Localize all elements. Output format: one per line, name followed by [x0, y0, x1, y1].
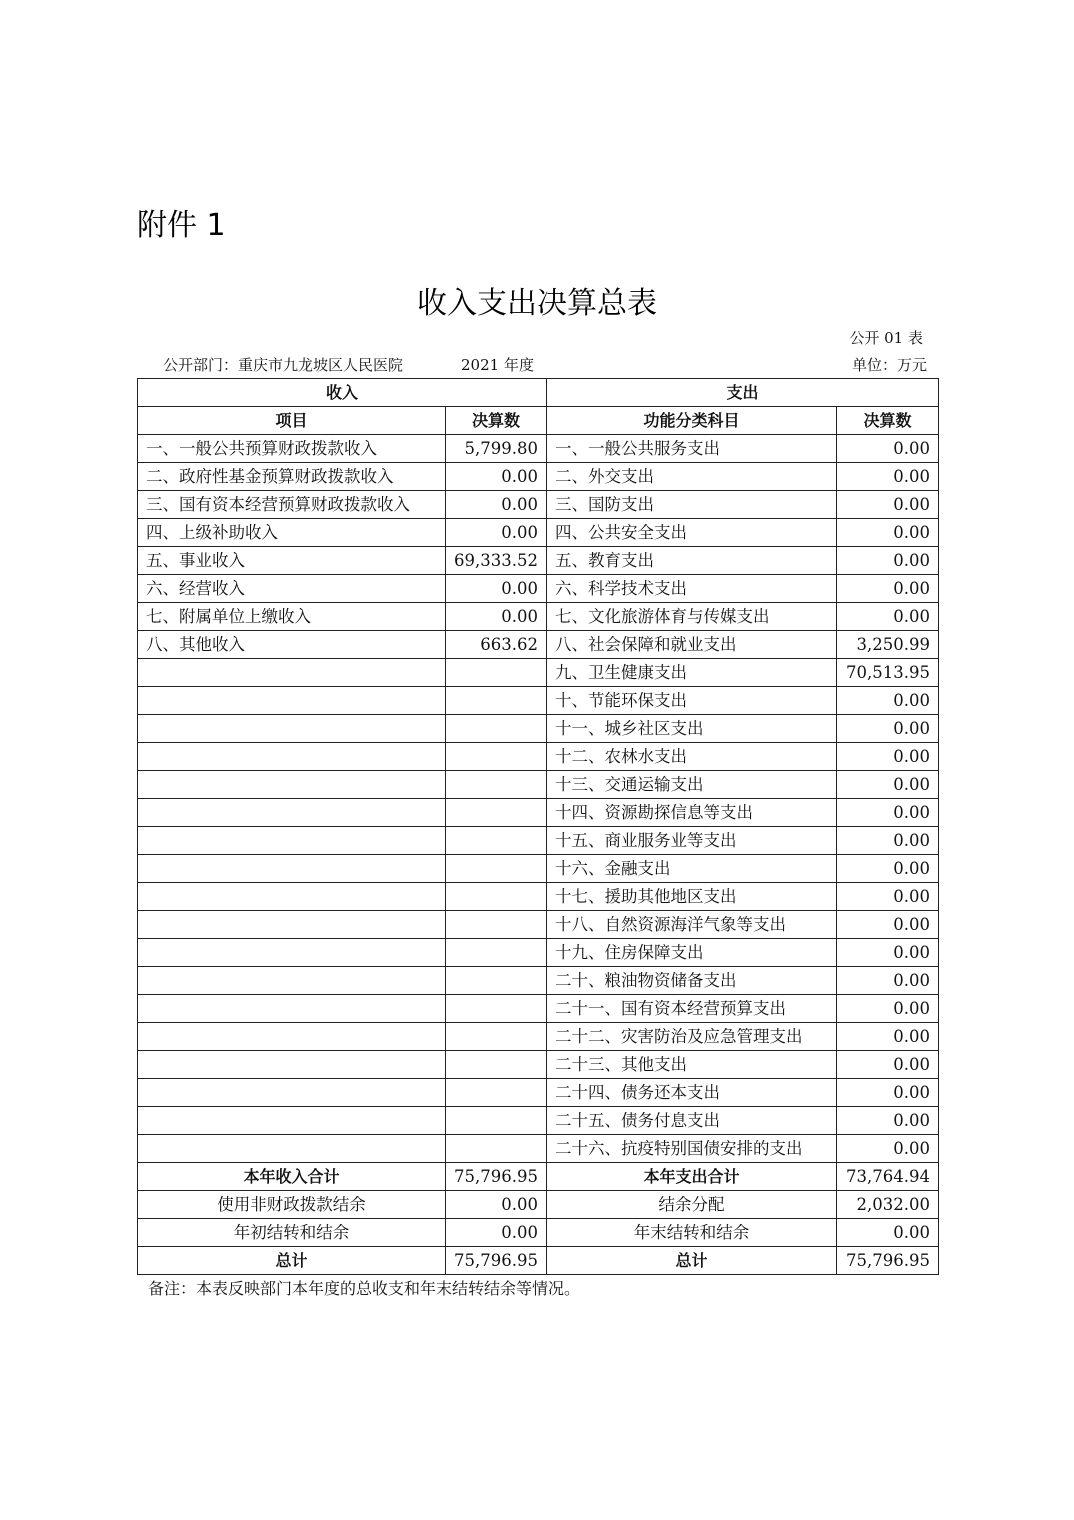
summary-income-label: 年初结转和结余 [138, 1219, 446, 1247]
expense-amount-cell: 0.00 [837, 491, 939, 519]
table-row [138, 603, 939, 631]
expense-item-cell: 九、卫生健康支出 [547, 659, 837, 687]
table-row [138, 743, 939, 771]
expense-amount-cell: 3,250.99 [837, 631, 939, 659]
table-row [138, 883, 939, 911]
expense-item-cell: 二十三、其他支出 [547, 1051, 837, 1079]
expense-amount-cell: 0.00 [837, 1051, 939, 1079]
income-item-cell: 八、其他收入 [138, 631, 446, 659]
expense-amount-cell: 0.00 [837, 1023, 939, 1051]
table-row [138, 631, 939, 659]
income-amount-cell [446, 715, 547, 743]
expense-item-cell: 六、科学技术支出 [547, 575, 837, 603]
expense-amount-cell: 0.00 [837, 575, 939, 603]
expense-amount-cell: 0.00 [837, 967, 939, 995]
income-item-cell [138, 967, 446, 995]
expense-item-cell: 二十四、债务还本支出 [547, 1079, 837, 1107]
income-item-cell: 四、上级补助收入 [138, 519, 446, 547]
income-amount-cell: 663.62 [446, 631, 547, 659]
income-amount-cell [446, 743, 547, 771]
expense-amount-cell: 0.00 [837, 1079, 939, 1107]
income-item-cell [138, 827, 446, 855]
expense-amount-cell: 0.00 [837, 463, 939, 491]
expense-item-cell: 十、节能环保支出 [547, 687, 837, 715]
footnote: 备注：本表反映部门本年度的总收支和年末结转结余等情况。 [148, 1279, 581, 1298]
income-item-cell [138, 1079, 446, 1107]
table-row [138, 1135, 939, 1163]
column-header-row [138, 407, 939, 435]
expense-amount-cell: 0.00 [837, 687, 939, 715]
income-amount-cell [446, 883, 547, 911]
expense-item-cell: 十五、商业服务业等支出 [547, 827, 837, 855]
expense-item-cell: 十四、资源勘探信息等支出 [547, 799, 837, 827]
income-amount-cell [446, 855, 547, 883]
form-code: 公开 01 表 [849, 329, 923, 347]
table-row [138, 547, 939, 575]
income-item-cell [138, 687, 446, 715]
expense-item-cell: 二十、粮油物资储备支出 [547, 967, 837, 995]
attachment-label: 附件 1 [137, 208, 226, 243]
expense-amount-cell: 0.00 [837, 603, 939, 631]
income-item-cell [138, 855, 446, 883]
income-amount-cell [446, 1135, 547, 1163]
income-item-cell [138, 1051, 446, 1079]
summary-income-amount: 75,796.95 [446, 1247, 547, 1275]
expense-item-cell: 五、教育支出 [547, 547, 837, 575]
expense-amount-cell: 0.00 [837, 827, 939, 855]
expense-amount-cell: 0.00 [837, 1107, 939, 1135]
expense-amount-cell: 0.00 [837, 911, 939, 939]
col-item-header: 项目 [138, 407, 446, 435]
income-amount-cell [446, 1107, 547, 1135]
summary-expense-amount: 75,796.95 [837, 1247, 939, 1275]
table-row [138, 463, 939, 491]
income-item-cell [138, 939, 446, 967]
summary-income-label: 使用非财政拨款结余 [138, 1191, 446, 1219]
unit-label: 单位：万元 [851, 356, 927, 374]
income-item-cell: 二、政府性基金预算财政拨款收入 [138, 463, 446, 491]
income-amount-cell [446, 1051, 547, 1079]
income-amount-cell [446, 687, 547, 715]
income-amount-cell [446, 911, 547, 939]
expense-item-cell: 十七、援助其他地区支出 [547, 883, 837, 911]
table-row [138, 659, 939, 687]
col-amount-header: 决算数 [446, 407, 547, 435]
table-row [138, 799, 939, 827]
expense-amount-cell: 0.00 [837, 883, 939, 911]
expense-amount-cell: 0.00 [837, 547, 939, 575]
col-function-header: 功能分类科目 [547, 407, 837, 435]
income-amount-cell: 0.00 [446, 491, 547, 519]
income-item-cell [138, 995, 446, 1023]
department-label: 公开部门：重庆市九龙坡区人民医院 [163, 356, 404, 374]
income-item-cell [138, 1135, 446, 1163]
summary-expense-label: 总计 [547, 1247, 837, 1275]
income-amount-cell [446, 1023, 547, 1051]
expense-item-cell: 十六、金融支出 [547, 855, 837, 883]
page-title: 收入支出决算总表 [417, 286, 657, 321]
summary-income-amount: 0.00 [446, 1219, 547, 1247]
expense-amount-cell: 0.00 [837, 435, 939, 463]
income-amount-cell [446, 799, 547, 827]
expense-amount-cell: 0.00 [837, 743, 939, 771]
income-item-cell [138, 715, 446, 743]
table-row [138, 1051, 939, 1079]
summary-expense-label: 本年支出合计 [547, 1163, 837, 1191]
income-amount-cell [446, 939, 547, 967]
summary-expense-amount: 73,764.94 [837, 1163, 939, 1191]
income-item-cell [138, 659, 446, 687]
table-row [138, 687, 939, 715]
table-row [138, 575, 939, 603]
income-amount-cell: 0.00 [446, 603, 547, 631]
income-item-cell [138, 771, 446, 799]
table-row [138, 1023, 939, 1051]
expense-item-cell: 七、文化旅游体育与传媒支出 [547, 603, 837, 631]
summary-row [138, 1163, 939, 1191]
income-item-cell [138, 799, 446, 827]
income-amount-cell: 5,799.80 [446, 435, 547, 463]
expense-item-cell: 三、国防支出 [547, 491, 837, 519]
income-item-cell: 三、国有资本经营预算财政拨款收入 [138, 491, 446, 519]
table-row [138, 967, 939, 995]
expense-item-cell: 四、公共安全支出 [547, 519, 837, 547]
table-row [138, 715, 939, 743]
expense-amount-cell: 0.00 [837, 855, 939, 883]
expense-amount-cell: 0.00 [837, 771, 939, 799]
income-amount-cell [446, 659, 547, 687]
expense-amount-cell: 70,513.95 [837, 659, 939, 687]
income-amount-cell [446, 967, 547, 995]
col-amount2-header: 决算数 [837, 407, 939, 435]
section-header-row [138, 379, 939, 407]
income-item-cell [138, 911, 446, 939]
summary-row [138, 1219, 939, 1247]
expense-item-cell: 十一、城乡社区支出 [547, 715, 837, 743]
summary-income-amount: 0.00 [446, 1191, 547, 1219]
table-row [138, 939, 939, 967]
expense-header: 支出 [547, 379, 939, 407]
income-amount-cell: 0.00 [446, 575, 547, 603]
summary-expense-label: 年末结转和结余 [547, 1219, 837, 1247]
income-amount-cell: 0.00 [446, 463, 547, 491]
income-item-cell: 六、经营收入 [138, 575, 446, 603]
table-row [138, 855, 939, 883]
expense-item-cell: 十二、农林水支出 [547, 743, 837, 771]
summary-income-amount: 75,796.95 [446, 1163, 547, 1191]
year-label: 2021 年度 [461, 356, 534, 374]
table-row [138, 827, 939, 855]
expense-item-cell: 十三、交通运输支出 [547, 771, 837, 799]
summary-expense-amount: 0.00 [837, 1219, 939, 1247]
expense-item-cell: 二、外交支出 [547, 463, 837, 491]
income-item-cell: 五、事业收入 [138, 547, 446, 575]
expense-amount-cell: 0.00 [837, 799, 939, 827]
expense-amount-cell: 0.00 [837, 939, 939, 967]
table-row [138, 435, 939, 463]
table-row [138, 771, 939, 799]
table-row [138, 519, 939, 547]
expense-item-cell: 十九、住房保障支出 [547, 939, 837, 967]
expense-item-cell: 十八、自然资源海洋气象等支出 [547, 911, 837, 939]
expense-item-cell: 二十六、抗疫特别国债安排的支出 [547, 1135, 837, 1163]
expense-amount-cell: 0.00 [837, 1135, 939, 1163]
expense-amount-cell: 0.00 [837, 995, 939, 1023]
income-item-cell: 一、一般公共预算财政拨款收入 [138, 435, 446, 463]
income-amount-cell [446, 995, 547, 1023]
income-item-cell [138, 1107, 446, 1135]
income-amount-cell [446, 771, 547, 799]
expense-item-cell: 二十五、债务付息支出 [547, 1107, 837, 1135]
expense-amount-cell: 0.00 [837, 715, 939, 743]
summary-row [138, 1191, 939, 1219]
income-amount-cell [446, 827, 547, 855]
expense-item-cell: 八、社会保障和就业支出 [547, 631, 837, 659]
table-row [138, 1079, 939, 1107]
summary-income-label: 总计 [138, 1247, 446, 1275]
income-amount-cell [446, 1079, 547, 1107]
table-row [138, 911, 939, 939]
summary-row [138, 1247, 939, 1275]
summary-expense-amount: 2,032.00 [837, 1191, 939, 1219]
expense-amount-cell: 0.00 [837, 519, 939, 547]
income-item-cell: 七、附属单位上缴收入 [138, 603, 446, 631]
income-amount-cell: 0.00 [446, 519, 547, 547]
budget-table [137, 378, 939, 1275]
income-amount-cell: 69,333.52 [446, 547, 547, 575]
income-header: 收入 [138, 379, 547, 407]
expense-item-cell: 二十一、国有资本经营预算支出 [547, 995, 837, 1023]
summary-expense-label: 结余分配 [547, 1191, 837, 1219]
income-item-cell [138, 1023, 446, 1051]
table-row [138, 1107, 939, 1135]
expense-item-cell: 一、一般公共服务支出 [547, 435, 837, 463]
summary-income-label: 本年收入合计 [138, 1163, 446, 1191]
table-row [138, 995, 939, 1023]
expense-item-cell: 二十二、灾害防治及应急管理支出 [547, 1023, 837, 1051]
income-item-cell [138, 743, 446, 771]
income-item-cell [138, 883, 446, 911]
table-row [138, 491, 939, 519]
meta-line [137, 354, 938, 374]
